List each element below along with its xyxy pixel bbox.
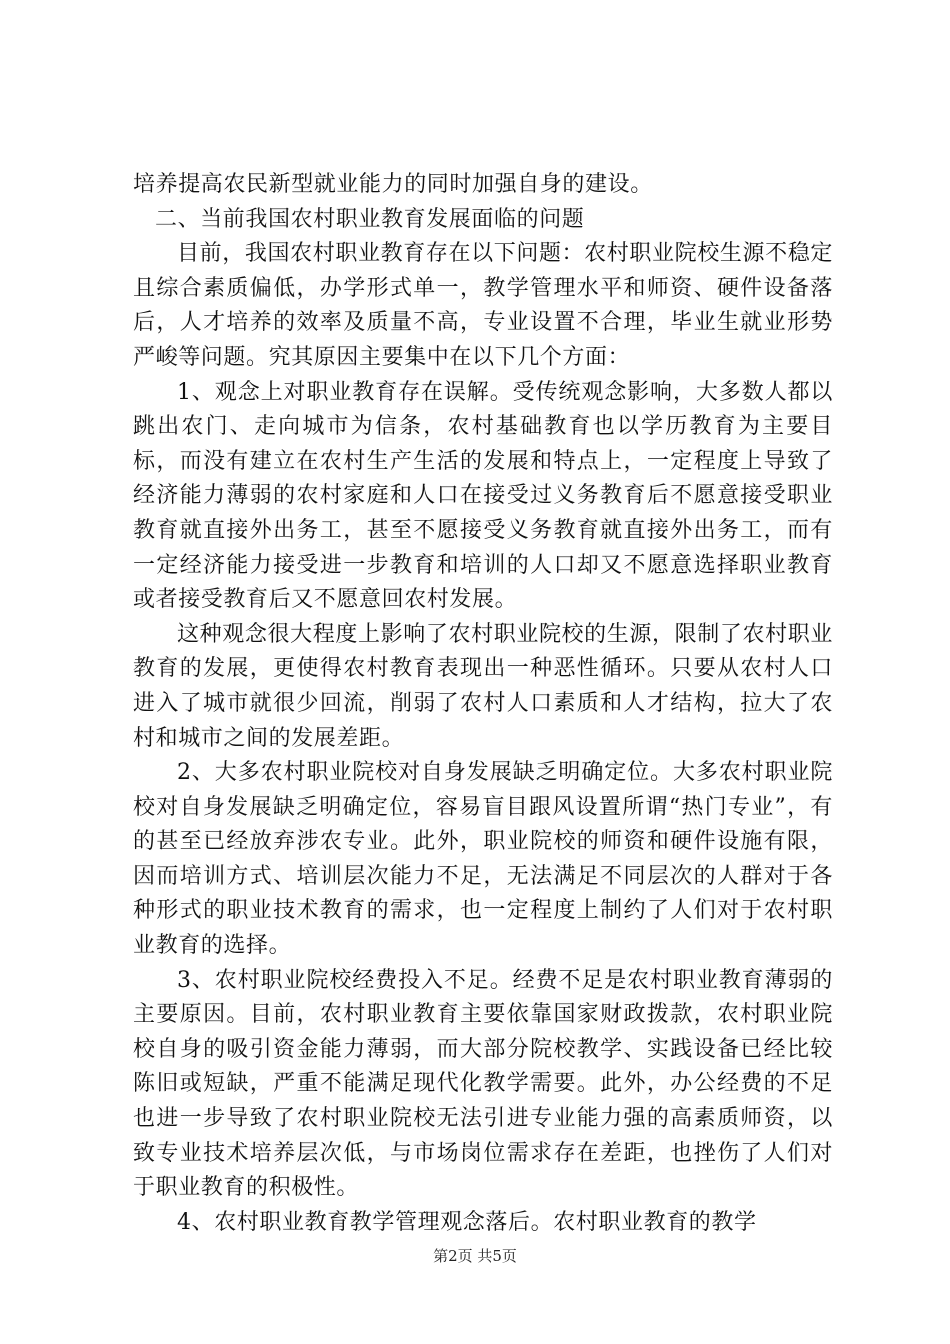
section-heading: 二、当前我国农村职业教育发展面临的问题 — [155, 206, 585, 232]
page-footer: 第2页 共5页 — [433, 1247, 517, 1265]
paragraph-point-1: 1、观念上对职业教育存在误解。受传统观念影响，大多数人都以跳出农门、走向城市为信条，农村基础教育也以学历教育为主要目标，而没有建立在农村生产生活的发展和特点上，一定程度上导致了经济能力薄弱的农村家庭和人口在接受过义务教育后不愿意接受职业教育就直接外出务工，甚至不愿接受义务教育就直接外出务工，而有一定经济能力接受进一步教育和培训的人口却又不愿意选择职业教育或者接受教育后又不愿意回农村发展。 — [133, 379, 833, 613]
document-body — [133, 168, 833, 1240]
paragraph-intro: 目前，我国农村职业教育存在以下问题：农村职业院校生源不稳定且综合素质偏低，办学形式单一，教学管理水平和师资、硬件设备落后，人才培养的效率及质量不高，专业设置不合理，毕业生就业形势严峻等问题。究其原因主要集中在以下几个方面： — [133, 241, 833, 370]
paragraph-point-4: 4、农村职业教育教学管理观念落后。农村职业教育的教学 — [177, 1209, 757, 1235]
paragraph-continuation: 培养提高农民新型就业能力的同时加强自身的建设。 — [133, 172, 653, 197]
paragraph-point-2: 2、大多农村职业院校对自身发展缺乏明确定位。大多农村职业院校对自身发展缺乏明确定位，容易盲目跟风设置所谓“热门专业”，有的甚至已经放弃涉农专业。此外，职业院校的师资和硬件设施有限，因而培训方式、培训层次能力不足，无法满足不同层次的人群对于各种形式的职业技术教育的需求，也一定程度上制约了人们对于农村职业教育的选择。 — [133, 760, 833, 959]
paragraph-point-3: 3、农村职业院校经费投入不足。经费不足是农村职业教育薄弱的主要原因。目前，农村职业教育主要依靠国家财政拨款，农村职业院校自身的吸引资金能力薄弱，而大部分院校教学、实践设备已经比较陈旧或短缺，严重不能满足现代化教学需要。此外，办公经费的不足也进一步导致了农村职业院校无法引进专业能力强的高素质师资，以致专业技术培养层次低，与市场岗位需求存在差距，也挫伤了人们对于职业教育的积极性。 — [133, 967, 833, 1201]
paragraph-point-1-followup: 这种观念很大程度上影响了农村职业院校的生源，限制了农村职业教育的发展，更使得农村教育表现出一种恶性循环。只要从农村人口进入了城市就很少回流，削弱了农村人口素质和人才结构，拉大了农村和城市之间的发展差距。 — [133, 621, 833, 751]
